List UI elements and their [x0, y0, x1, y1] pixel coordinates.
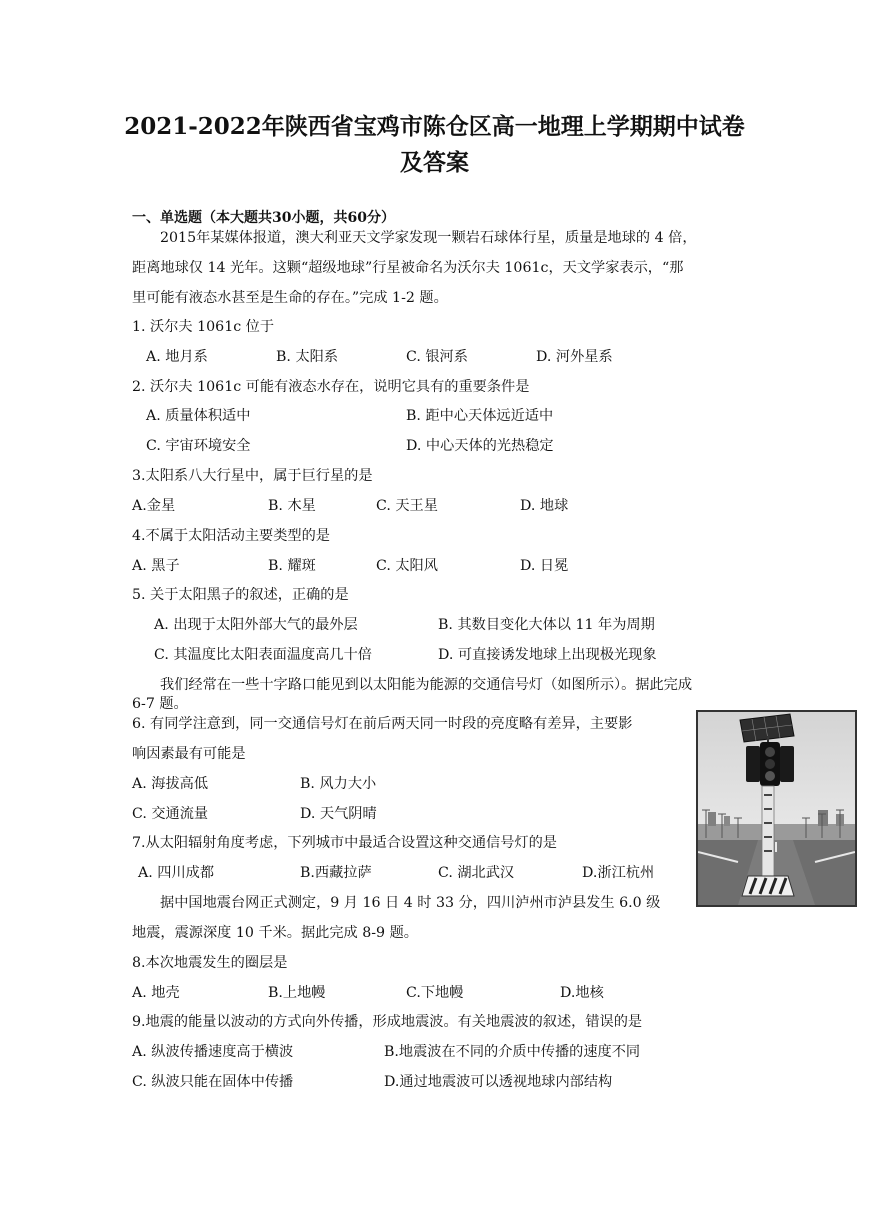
question-stem: 3.太阳系八大行星中，属于巨行星的是: [132, 468, 373, 484]
option: D. 河外星系: [536, 349, 613, 365]
option: D. 中心天体的光热稳定: [406, 438, 554, 454]
question-stem: 9.地震的能量以波动的方式向外传播，形成地震波。有关地震波的叙述，错误的是: [132, 1014, 643, 1030]
passage-line: 据中国地震台网正式测定，9 月 16 日 4 时 33 分，四川泸州市泸县发生 6.0 级: [160, 895, 661, 911]
option: A. 四川成都: [138, 865, 215, 881]
option: C. 天王星: [376, 498, 438, 514]
option: C. 交通流量: [132, 806, 209, 822]
option: B. 风力大小: [300, 776, 377, 792]
question-stem: 5. 关于太阳黑子的叙述，正确的是: [132, 587, 349, 603]
question-stem: 7.从太阳辐射角度考虑，下列城市中最适合设置这种交通信号灯的是: [132, 835, 557, 851]
page-title-line2: 及答案: [400, 149, 469, 176]
option: B. 太阳系: [276, 349, 339, 365]
option: B. 木星: [268, 498, 316, 514]
passage-line: 2015年某媒体报道，澳大利亚天文学家发现一颗岩石球体行星，质量是地球的 4 倍，: [160, 230, 697, 246]
option: B. 其数目变化大体以 11 年为周期: [438, 617, 655, 633]
solar-traffic-light-photo: [696, 710, 857, 907]
option: A. 出现于太阳外部大气的最外层: [154, 617, 358, 633]
option: B. 耀斑: [268, 558, 316, 574]
question-stem: 8.本次地震发生的圈层是: [132, 955, 288, 971]
option: A. 海拔高低: [132, 776, 209, 792]
option: D. 天气阴晴: [300, 806, 377, 822]
question-stem: 2. 沃尔夫 1061c 可能有液态水存在，说明它具有的重要条件是: [132, 379, 530, 395]
option: C. 宇宙环境安全: [146, 438, 251, 454]
option: D.浙江杭州: [582, 865, 655, 881]
option: B. 距中心天体远近适中: [406, 408, 554, 424]
option: D. 地球: [520, 498, 569, 514]
option: B.西藏拉萨: [300, 865, 372, 881]
passage-line: 距离地球仅 14 光年。这颗“超级地球”行星被命名为沃尔夫 1061c，天文学家表示，“那: [132, 260, 684, 276]
option: A. 黑子: [132, 558, 180, 574]
option: A. 地月系: [146, 349, 208, 365]
option: B.地震波在不同的介质中传播的速度不同: [384, 1044, 641, 1060]
passage-line: 我们经常在一些十字路口能见到以太阳能为能源的交通信号灯（如图所示）。据此完成: [160, 677, 693, 693]
question-stem: 6. 有同学注意到，同一交通信号灯在前后两天同一时段的亮度略有差异，主要影: [132, 716, 633, 732]
option: D. 日冕: [520, 558, 569, 574]
section-heading: 一、单选题（本大题共30小题，共60分）: [132, 210, 395, 226]
passage-line: 6-7 题。: [132, 696, 188, 712]
option: D. 可直接诱发地球上出现极光现象: [438, 647, 657, 663]
question-stem: 1. 沃尔夫 1061c 位于: [132, 319, 275, 335]
option: D.地核: [560, 985, 604, 1001]
option: A.金星: [132, 498, 176, 514]
option: A. 质量体积适中: [146, 408, 251, 424]
option: A. 纵波传播速度高于横波: [132, 1044, 294, 1060]
option: C. 银河系: [406, 349, 468, 365]
option: A. 地壳: [132, 985, 180, 1001]
question-stem: 响因素最有可能是: [132, 746, 246, 762]
option: B.上地幔: [268, 985, 326, 1001]
page-title-line1: 2021-2022年陕西省宝鸡市陈仓区高一地理上学期期中试卷: [124, 113, 745, 140]
passage-line: 地震，震源深度 10 千米。据此完成 8-9 题。: [132, 925, 418, 941]
option: C. 太阳风: [376, 558, 438, 574]
option: C. 湖北武汉: [438, 865, 515, 881]
question-stem: 4.不属于太阳活动主要类型的是: [132, 528, 330, 544]
option: D.通过地震波可以透视地球内部结构: [384, 1074, 613, 1090]
option: C. 纵波只能在固体中传播: [132, 1074, 294, 1090]
passage-line: 里可能有液态水甚至是生命的存在。”完成 1-2 题。: [132, 290, 448, 306]
option: C.下地幔: [406, 985, 464, 1001]
option: C. 其温度比太阳表面温度高几十倍: [154, 647, 372, 663]
